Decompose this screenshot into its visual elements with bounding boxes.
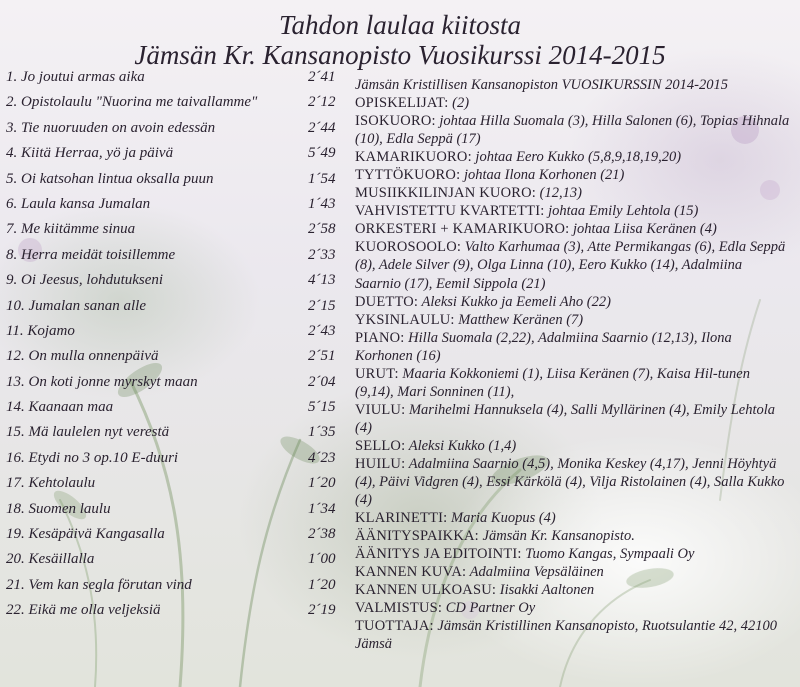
credit-entry bbox=[355, 329, 791, 365]
credit-label: ÄÄNITYSPAIKKA: bbox=[355, 528, 479, 545]
track-duration: 4´23 bbox=[308, 449, 336, 466]
track-title: 6. Laula kansa Jumalan bbox=[6, 195, 151, 212]
track-duration: 5´49 bbox=[308, 145, 336, 162]
credit-label: DUETTO: bbox=[355, 293, 419, 310]
track-title: 7. Me kiitämme sinua bbox=[6, 221, 136, 238]
track-item bbox=[6, 221, 342, 246]
credit-label: HUILU: bbox=[355, 455, 406, 472]
credit-text: Adalmiina Vepsäläinen bbox=[466, 564, 604, 581]
track-item bbox=[6, 526, 342, 551]
credit-label: VALMISTUS: bbox=[355, 600, 443, 617]
track-title: 9. Oi Jeesus, lohdutukseni bbox=[6, 272, 164, 289]
track-item bbox=[6, 69, 342, 94]
credit-label: KANNEN ULKOASU: bbox=[355, 582, 497, 599]
credit-label: URUT: bbox=[355, 365, 399, 382]
track-title: 14. Kaanaan maa bbox=[6, 399, 114, 416]
credit-label: ORKESTERI + KAMARIKUORO: bbox=[355, 221, 570, 238]
credit-text: Valto Karhumaa (3), Atte Permikangas (6), Edla Seppä (8), Adele Silver (9), Olga Linna (10), Eero Kukko (14), Adalmiina Saarnio (17), Eemil Sippola (21) bbox=[355, 239, 786, 292]
credit-text: Aleksi Kukko (1,4) bbox=[405, 437, 517, 454]
track-title: 16. Etydi no 3 op.10 E-duuri bbox=[6, 449, 179, 466]
credit-text: Maaria Kokkoniemi (1), Liisa Keränen (7), Kaisa Hil-tunen (9,14), Mari Sonninen (11), bbox=[355, 365, 750, 400]
credit-text: johtaa Hilla Suomala (3), Hilla Salonen (6), Topias Hihnala (10), Edla Seppä (17) bbox=[355, 113, 790, 148]
track-duration: 5´15 bbox=[308, 399, 336, 416]
credit-entry bbox=[355, 311, 791, 329]
track-title: 15. Mä laulelen nyt verestä bbox=[6, 424, 170, 441]
track-title: 18. Suomen laulu bbox=[6, 500, 111, 517]
track-duration: 2´41 bbox=[308, 69, 336, 85]
credit-entry bbox=[355, 401, 791, 437]
track-item bbox=[6, 145, 342, 170]
track-title: 12. On mulla onnenpäivä bbox=[6, 348, 159, 365]
credit-text: (2) bbox=[448, 95, 470, 112]
track-duration: 4´13 bbox=[308, 272, 336, 289]
credit-entry bbox=[355, 238, 791, 292]
credit-entry bbox=[355, 581, 791, 599]
track-item bbox=[6, 475, 342, 500]
credit-entry bbox=[355, 509, 791, 527]
track-duration: 2´51 bbox=[308, 348, 336, 365]
track-duration: 2´43 bbox=[308, 322, 336, 339]
track-duration: 1´54 bbox=[308, 170, 336, 187]
track-item bbox=[6, 171, 342, 196]
track-title: 20. Kesäillalla bbox=[6, 551, 95, 568]
track-item bbox=[6, 501, 342, 526]
track-title: 1. Jo joutui armas aika bbox=[6, 69, 145, 85]
credit-text: Jämsän Kr. Kansanopisto. bbox=[478, 528, 635, 545]
credit-entry bbox=[355, 148, 791, 166]
track-duration: 1´00 bbox=[308, 551, 336, 568]
credit-text: (12,13) bbox=[536, 185, 582, 202]
track-title: 5. Oi katsohan lintua oksalla puun bbox=[6, 170, 214, 187]
credit-text: johtaa Eero Kukko (5,8,9,18,19,20) bbox=[471, 149, 682, 166]
track-duration: 1´35 bbox=[308, 424, 336, 441]
credit-entry bbox=[355, 184, 791, 202]
credit-label: SELLO: bbox=[355, 437, 406, 454]
credit-label: VAHVISTETTU KVARTETTI: bbox=[355, 203, 545, 220]
track-title: 17. Kehtolaulu bbox=[6, 475, 96, 492]
track-duration: 2´38 bbox=[308, 526, 336, 543]
track-item bbox=[6, 120, 342, 145]
credit-label: KANNEN KUVA: bbox=[355, 564, 467, 581]
credit-entry bbox=[355, 76, 791, 94]
credit-entry bbox=[355, 94, 791, 112]
track-duration: 2´04 bbox=[308, 373, 336, 390]
track-item bbox=[6, 323, 342, 348]
credit-text: Maria Kuopus (4) bbox=[447, 510, 556, 527]
track-item bbox=[6, 424, 342, 449]
track-title: 2. Opistolaulu "Nuorina me taivallamme" bbox=[6, 94, 258, 111]
track-duration: 2´33 bbox=[308, 246, 336, 263]
credit-text: Hilla Suomala (2,22), Adalmiina Saarnio (12,13), Ilona Korhonen (16) bbox=[355, 329, 732, 364]
credit-label: MUSIIKKILINJAN KUORO: bbox=[355, 185, 537, 202]
track-duration: 1´20 bbox=[308, 576, 336, 593]
credit-text: CD Partner Oy bbox=[442, 600, 536, 617]
track-item bbox=[6, 450, 342, 475]
track-duration: 1´34 bbox=[308, 500, 336, 517]
credit-label: ISOKUORO: bbox=[355, 113, 436, 130]
track-list bbox=[6, 69, 342, 628]
track-duration: 2´19 bbox=[308, 602, 336, 619]
track-item bbox=[6, 551, 342, 576]
track-title: 11. Kojamo bbox=[6, 322, 75, 339]
credit-text: johtaa Liisa Keränen (4) bbox=[569, 221, 717, 238]
track-title: 22. Eikä me olla veljeksiä bbox=[6, 602, 161, 619]
credit-label: VIULU: bbox=[355, 401, 406, 418]
credit-label: KUOROSOOLO: bbox=[355, 239, 462, 256]
credit-entry bbox=[355, 202, 791, 220]
credits-list bbox=[355, 76, 791, 654]
track-item bbox=[6, 247, 342, 272]
credit-entry bbox=[355, 545, 791, 563]
track-item bbox=[6, 348, 342, 373]
credit-entry bbox=[355, 365, 791, 401]
credit-text: Iisakki Aaltonen bbox=[496, 582, 595, 599]
track-duration: 2´15 bbox=[308, 297, 336, 314]
track-item bbox=[6, 94, 342, 119]
track-title: 19. Kesäpäivä Kangasalla bbox=[6, 526, 165, 543]
credit-text: Aleksi Kukko ja Eemeli Aho (22) bbox=[418, 293, 611, 310]
credit-text: Marihelmi Hannuksela (4), Salli Myllärinen (4), Emily Lehtola (4) bbox=[355, 401, 776, 436]
track-item bbox=[6, 196, 342, 221]
credit-entry bbox=[355, 563, 791, 581]
track-item bbox=[6, 272, 342, 297]
credit-label: OPISKELIJAT: bbox=[355, 95, 449, 112]
track-duration: 2´44 bbox=[308, 119, 336, 136]
track-item bbox=[6, 602, 342, 627]
album-subtitle: Jämsän Kr. Kansanopisto Vuosikurssi 2014-2015 bbox=[134, 40, 666, 70]
credit-entry bbox=[355, 220, 791, 238]
track-item bbox=[6, 399, 342, 424]
album-title: Tahdon laulaa kiitosta bbox=[278, 10, 522, 40]
credit-entry bbox=[355, 599, 791, 617]
credit-entry bbox=[355, 527, 791, 545]
track-title: 10. Jumalan sanan alle bbox=[6, 297, 146, 314]
track-duration: 1´43 bbox=[308, 195, 336, 212]
credit-entry bbox=[355, 293, 791, 311]
track-title: 8. Herra meidät toisillemme bbox=[6, 246, 176, 263]
credit-label: ÄÄNITYS JA EDITOINTI: bbox=[355, 546, 522, 563]
track-title: 4. Kiitä Herraa, yö ja päivä bbox=[6, 145, 174, 162]
track-title: 3. Tie nuoruuden on avoin edessän bbox=[6, 119, 216, 136]
track-title: 21. Vem kan segla förutan vind bbox=[6, 576, 192, 593]
credit-label: PIANO: bbox=[355, 329, 405, 346]
credit-text: Tuomo Kangas, Sympaali Oy bbox=[521, 546, 695, 563]
credit-text: Matthew Keränen (7) bbox=[454, 311, 584, 328]
credit-label: KLARINETTI: bbox=[355, 510, 448, 527]
track-item bbox=[6, 577, 342, 602]
credit-label: KAMARIKUORO: bbox=[355, 149, 472, 166]
credit-entry bbox=[355, 437, 791, 455]
credit-text: johtaa Ilona Korhonen (21) bbox=[460, 167, 625, 184]
credit-text: johtaa Emily Lehtola (15) bbox=[544, 203, 699, 220]
credit-entry bbox=[355, 617, 791, 653]
credit-entry bbox=[355, 455, 791, 509]
credit-label: TUOTTAJA: bbox=[355, 618, 434, 635]
track-duration: 2´12 bbox=[308, 94, 336, 111]
track-duration: 1´20 bbox=[308, 475, 336, 492]
credit-text: Adalmiina Saarnio (4,5), Monika Keskey (4,17), Jenni Höyhtyä (4), Päivi Vidgren (4), Essi Kärkölä (4), Vilja Ristolainen (4), Salla Kukko (4) bbox=[355, 455, 785, 509]
credit-entry bbox=[355, 112, 791, 148]
track-item bbox=[6, 298, 342, 323]
credit-text: Jämsän Kristillinen Kansanopisto, Ruotsulantie 42, 42100 Jämsä bbox=[355, 618, 777, 653]
credit-label: TYTTÖKUORO: bbox=[355, 167, 461, 184]
credit-entry bbox=[355, 166, 791, 184]
track-item bbox=[6, 374, 342, 399]
credit-label: YKSINLAULU: bbox=[355, 311, 455, 328]
credit-text: Jämsän Kristillisen Kansanopiston VUOSIKURSSIN 2014-2015 bbox=[355, 77, 728, 93]
track-duration: 2´58 bbox=[308, 221, 336, 238]
track-title: 13. On koti jonne myrskyt maan bbox=[6, 373, 198, 390]
